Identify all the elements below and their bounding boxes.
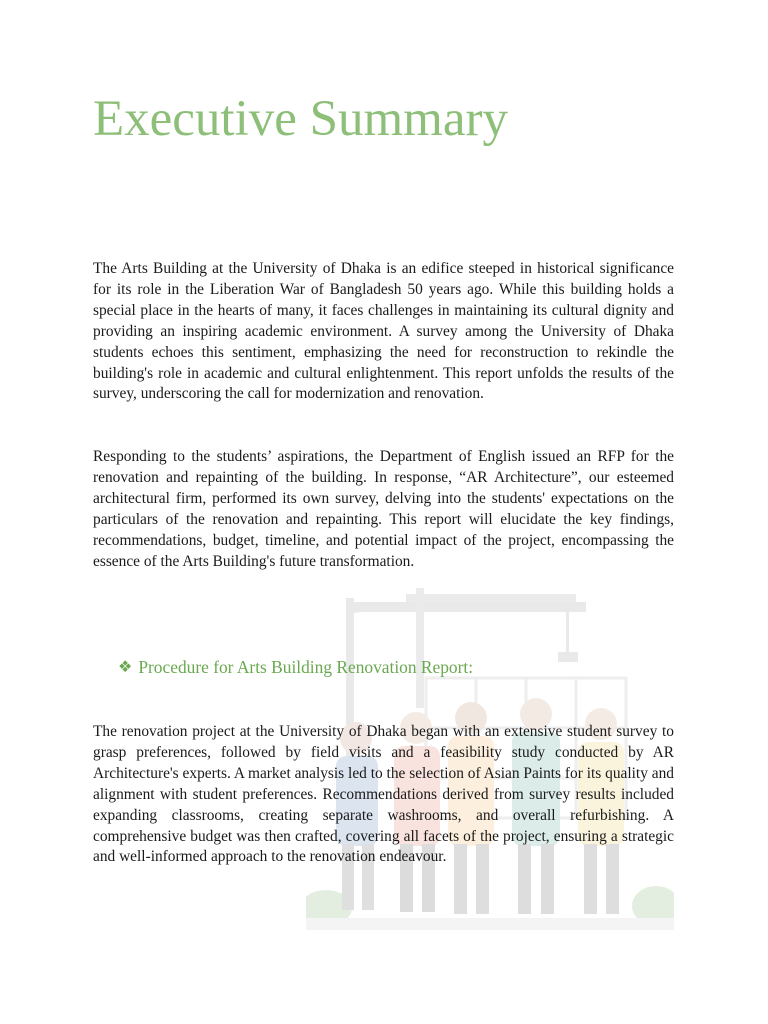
page-title: Executive Summary xyxy=(93,91,508,147)
diamond-bullet-icon: ❖ xyxy=(118,657,133,676)
body-paragraph-rfp: Responding to the students’ aspirations, the Department of English issued an RFP for the renovation and repainting of the building. In response, “AR Architecture”, our esteemed architectural firm, performed its own survey, delving into the students' expectations on the particulars of the renovation and repainting. This report will elucidate the key findings, recommendations, budget, timeline, and potential impact of the project, encompassing the essence of the Arts Building's future transformation. xyxy=(93,448,674,570)
section-heading xyxy=(118,655,473,679)
section-heading-text: Procedure for Arts Building Renovation Report: xyxy=(138,657,474,677)
body-paragraph-procedure: The renovation project at the University of Dhaka began with an extensive student survey to grasp preferences, followed by field visits and a feasibility study conducted by AR Architecture's experts. A market analysis led to the selection of Asian Paints for its quality and alignment with student preferences. Recommendations derived from survey results included expanding classrooms, creating separate washrooms, and overall refurbishing. A comprehensive budget was then crafted, covering all facets of the project, ensuring a strategic and well-informed approach to the renovation endeavour. xyxy=(93,723,674,866)
body-paragraph-intro: The Arts Building at the University of Dhaka is an edifice steeped in historical significance for its role in the Liberation War of Bangladesh 50 years ago. While this building holds a special place in the hearts of many, it faces challenges in maintaining its cultural dignity and providing an inspiring academic environment. A survey among the University of Dhaka students echoes this sentiment, emphasizing the need for reconstruction to rekindle the building's role in academic and cultural enlightenment. This report unfolds the results of the survey, underscoring the call for modernization and renovation. xyxy=(93,260,674,403)
